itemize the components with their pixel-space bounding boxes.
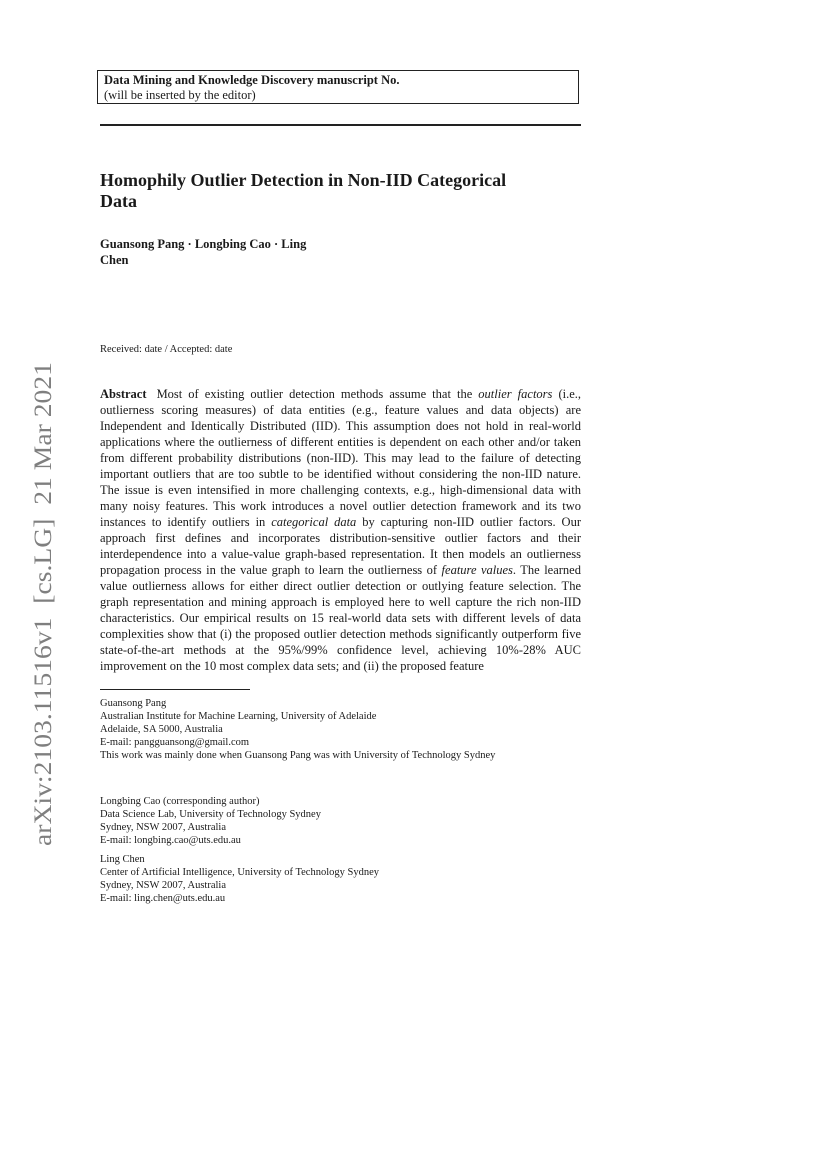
journal-header-box xyxy=(97,70,579,104)
title-line-1: Homophily Outlier Detection in Non-IID Categorical xyxy=(100,170,507,190)
header-rule xyxy=(100,124,581,126)
abstract-text-4: . The learned value outlierness allows for either direct outlier detection or outlying feature selection. The graph representation and mining approach is employed here to well capture the rich non-IID characteristics. Our empirical results on 15 real-world data sets with different levels of data complexities show that (i) the proposed outlier detection methods significantly outperform five state-of-the-art methods at the 95%/99% confidence level, achieving 10%-28% AUC improvement on the 10 most complex data sets; and (ii) the proposed feature xyxy=(100,563,581,673)
received-accepted-dates: Received: date / Accepted: date xyxy=(100,344,233,355)
affiliation-line: Guansong Pang xyxy=(100,698,167,709)
affiliation-chen xyxy=(100,853,590,905)
affiliation-note: This work was mainly done when Guansong Pang was with University of Technology Sydney xyxy=(100,750,496,761)
arxiv-identifier-stamp xyxy=(20,360,60,850)
affiliation-line: Adelaide, SA 5000, Australia xyxy=(100,724,223,735)
authors-line-1: Guansong Pang · Longbing Cao · Ling xyxy=(100,237,307,251)
affiliation-pang xyxy=(100,697,590,762)
affiliation-line: Australian Institute for Machine Learning, University of Adelaide xyxy=(100,711,377,722)
affiliation-line: Longbing Cao (corresponding author) xyxy=(100,796,260,807)
footnote-rule xyxy=(100,689,250,690)
affiliation-line: Sydney, NSW 2007, Australia xyxy=(100,880,226,891)
affiliation-line: Ling Chen xyxy=(100,854,145,865)
abstract-text-1: Most of existing outlier detection methods assume that the xyxy=(156,387,479,401)
author-list xyxy=(100,236,400,268)
abstract-text-2: (i.e., outlierness scoring measures) of data entities (e.g., feature values and data objects) are Independent and Identically Distributed (IID). This assumption does not hold in real-world applications where the outlierness of different entities is dependent on each other and/or taken from different probability distributions (non-IID). This may lead to the failure of detecting important outliers that are too subtle to be identified without considering the non-IID nature. The issue is even intensified in more challenging contexts, e.g., high-dimensional data with many noisy features. This work introduces a novel outlier detection framework and its two instances to identify outliers in xyxy=(100,387,582,529)
title-line-2: Data xyxy=(100,191,137,211)
affiliation-cao xyxy=(100,795,590,847)
journal-name: Data Mining and Knowledge Discovery manuscript No. xyxy=(104,73,400,87)
affiliation-line: Data Science Lab, University of Technology Sydney xyxy=(100,809,321,820)
authors-line-2: Chen xyxy=(100,253,129,267)
arxiv-stamp-text: arXiv:2103.11516v1 [cs.LG] 21 Mar 2021 xyxy=(28,399,57,846)
email-line: E-mail: ling.chen@uts.edu.au xyxy=(100,893,226,904)
affiliation-line: Center of Artificial Intelligence, University of Technology Sydney xyxy=(100,867,379,878)
email-line: E-mail: longbing.cao@uts.edu.au xyxy=(100,835,241,846)
email-line: E-mail: pangguansong@gmail.com xyxy=(100,737,250,748)
abstract-emphasis-categorical-data: categorical data xyxy=(271,515,357,529)
paper-title xyxy=(100,170,582,212)
abstract-text-3: by capturing non-IID outlier factors. Our approach first defines and incorporates distribution-sensitive outlier factors and their interdependence into a value-value graph-based representation. It then models an outlierness propagation process in the value graph to learn the outlierness of xyxy=(100,515,581,577)
abstract-heading: Abstract xyxy=(100,387,147,401)
editor-note: (will be inserted by the editor) xyxy=(104,88,256,102)
abstract-paragraph xyxy=(100,386,581,674)
abstract-emphasis-feature-values: feature values xyxy=(441,563,513,577)
abstract-emphasis-outlier-factors: outlier factors xyxy=(478,387,553,401)
arxiv-stamp-svg xyxy=(20,360,60,850)
affiliation-line: Sydney, NSW 2007, Australia xyxy=(100,822,226,833)
